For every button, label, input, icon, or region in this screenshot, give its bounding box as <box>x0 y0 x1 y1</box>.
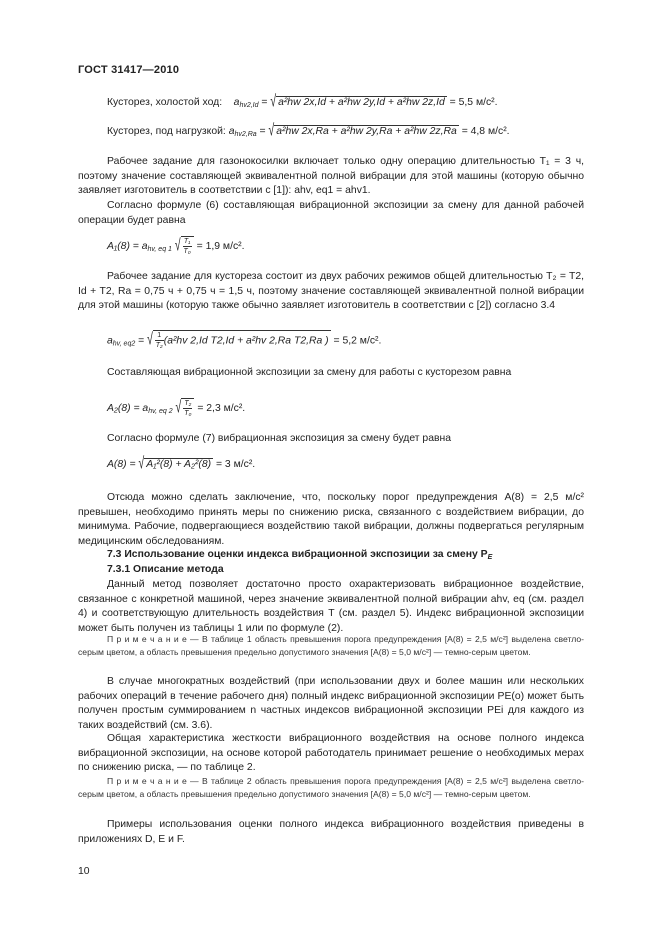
formula-load-result: = 4,8 м/с². <box>461 126 510 137</box>
formula-a1-lhs: A₁(8) = a <box>107 240 148 252</box>
formula-load-lhs: a <box>228 126 235 137</box>
formula-a8-lhs: A(8) = <box>107 459 136 470</box>
formula-idle-label: Кусторез, холостой ход: <box>107 97 223 108</box>
formula-a2-den: T₀ <box>184 410 192 417</box>
formula-load-lhs-sub: hv2,Ra <box>234 131 257 138</box>
paragraph-2: Согласно формуле (6) составляющая вибрационной экспозиции за смену для данной рабочей операции будет равна <box>78 200 584 226</box>
formula-a2-result: = 2,3 м/с². <box>197 402 246 414</box>
paragraph-6: Отсюда можно сделать заключение, что, поскольку порог предупреждения A(8) = 2,5 м/с² превышен, необходимо принять меры по снижению риска, связанного с воздействием вибрации, до минимума. Рабочие, подвергающиеся воздействию такой вибрации, должны подвергаться регулярным медицинским обследованиям. <box>78 492 584 547</box>
formula-ahv2-den: T₂ <box>155 342 163 349</box>
formula-a8: A(8) = √ A₁²(8) + A₂²(8) = 3 м/с². <box>107 455 256 474</box>
formula-ahv2: $a_{hv, eq2}$ = √ $\frac{1}{\text{T₂}}$ (a²hv 2,Id T2,Id + a²hv 2,Ra T2,Ra ) = 5,2 м/с². <box>107 331 382 350</box>
formula-ahv2-radicand <box>153 330 331 350</box>
formula-load: Кусторез, под нагрузкой: $a_{hv2,Ra}$ = √ a²hw 2x,Ra + a²hw 2y,Ra + a²hw 2z,Ra = 4,8 м/с². <box>107 122 510 141</box>
formula-idle-lhs-sub: hv2,Id <box>239 102 259 109</box>
formula-a8-expr: A₁²(8) + A₂²(8) <box>146 459 212 470</box>
formula-a1-result: = 1,9 м/с². <box>196 240 245 252</box>
formula-a1-den: T₀ <box>183 248 191 255</box>
formula-idle-expr: a²hw 2x,Id + a²hw 2y,Id + a²hw 2z,Id <box>278 97 445 108</box>
paragraph-4: Составляющая вибрационной экспозиции за смену для работы с кусторезом равна <box>107 367 512 378</box>
note-2: П р и м е ч а н и е — В таблице 2 область превышения порога предупреждения [A(8) = 2,5 м/с²] выделена светло-серым цветом, а область превышения предельно допустимого значения [A(8) = 5,0 м/с²] — темно-серым цветом. <box>78 776 584 799</box>
formula-ahv2-sub: hv, eq2 <box>112 340 136 348</box>
section-heading-7-3-1: 7.3.1 Описание метода <box>107 564 224 575</box>
paragraph-3: Рабочее задание для кустореза состоит из двух рабочих режимов общей длительностью T₂ = T2, Id + T2, Ra = 0,75 ч + 0,75 ч = 1,5 ч, поэтому значение составляющей эквивалентной полной вибрации для этой машины (которую также обычно заявляет изготовитель в соответствии с [2]) согласно 3.4 <box>78 271 584 312</box>
formula-a1-num: T₁ <box>183 238 191 245</box>
paragraph-7: Данный метод позволяет достаточно просто охарактеризовать вибрационное воздействие, связанное с конкретной машиной, через значение эквивалентной полной вибрации ahv, eq (см. раздел 4) и соответствующую длительность воздействия T (см. раздел 5). Индекс вибрационной экспозиции может быть получен из таблицы 1 или по формуле (2). <box>78 579 584 634</box>
paragraph-9: Общая характеристика жесткости вибрационного воздействия на основе полного индекса вибрационной экспозиции, на основе которой работодатель принимает решение о необходимых мерах по снижению риска, — по таблице 2. <box>78 733 584 774</box>
page-number: 10 <box>78 866 90 877</box>
section-heading-7-3-text: 7.3 Использование оценки индекса вибрационной экспозиции за смену P <box>107 549 488 560</box>
formula-idle: Кусторез, холостой ход: $a_{hv2,Id}$ = √ a²hw 2x,Id + a²hw 2y,Id + a²hw 2z,Id = 5,5 м/с². <box>107 93 498 112</box>
formula-a1: $A_1(8) = a_{hv, eq 1}$ √ $\frac{\text{T₁}}{\text{T₀}}$ = 1,9 м/с². <box>107 237 245 256</box>
formula-a2-fraction <box>181 398 194 418</box>
document-header: ГОСТ 31417—2010 <box>78 64 180 76</box>
formula-a2-lhs: A₂(8) = a <box>107 402 149 414</box>
note-1: П р и м е ч а н и е — В таблице 1 область превышения порога предупреждения [A(8) = 2,5 м/с²] выделена светло-серым цветом, а область превышения предельно допустимого значения [A(8) = 5,0 м/с²] — темно-серым цветом. <box>78 634 584 657</box>
formula-ahv2-expr: (a²hv 2,Id T2,Id + a²hv 2,Ra T2,Ra ) <box>163 335 329 347</box>
formula-load-expr: a²hw 2x,Ra + a²hw 2y,Ra + a²hw 2z,Ra <box>276 126 457 137</box>
formula-idle-lhs: a <box>233 97 240 108</box>
formula-a1-sub: hv, eq 1 <box>147 245 172 253</box>
formula-a2: $A_2(8) = a_{hv, eq 2}$ √ $\frac{\text{T₂}}{\text{T₀}}$ = 2,3 м/с². <box>107 399 246 418</box>
section-heading-7-3-sub: E <box>487 554 493 561</box>
formula-ahv2-num: 1 <box>155 331 164 341</box>
formula-a1-fraction <box>181 236 194 256</box>
paragraph-8: В случае многократных воздействий (при использовании двух и более машин или нескольких рабочих операций в течение рабочего дня) полный индекс вибрационной экспозиции PE(o) может быть получен простым суммированием n частных индексов вибрационной экспозиции PEi для каждого из таких воздействий (см. 3.6). <box>78 676 584 731</box>
formula-ahv2-lhs: a <box>107 335 113 347</box>
formula-a2-num: T₂ <box>184 400 192 407</box>
formula-load-label: Кусторез, под нагрузкой: <box>107 126 226 137</box>
formula-ahv2-fraction <box>155 331 164 350</box>
formula-a8-result: = 3 м/с². <box>215 459 256 470</box>
formula-a2-sub: hv, eq 2 <box>148 407 173 415</box>
paragraph-1: Рабочее задание для газонокосилки включает только одну операцию длительностью T₁ = 3 ч, поэтому значение составляющей эквивалентной полной вибрации для этой машины (которую обычно заявляет изготовитель в соответствии с [1]): ahv, eq1 = ahv1. <box>78 156 584 197</box>
formula-ahv2-result: = 5,2 м/с². <box>333 335 382 347</box>
formula-idle-result: = 5,5 м/с². <box>449 97 498 108</box>
paragraph-10: Примеры использования оценки полного индекса вибрационного воздействия приведены в приложениях D, E и F. <box>78 819 584 845</box>
paragraph-5: Согласно формуле (7) вибрационная экспозиция за смену будет равна <box>107 433 452 444</box>
